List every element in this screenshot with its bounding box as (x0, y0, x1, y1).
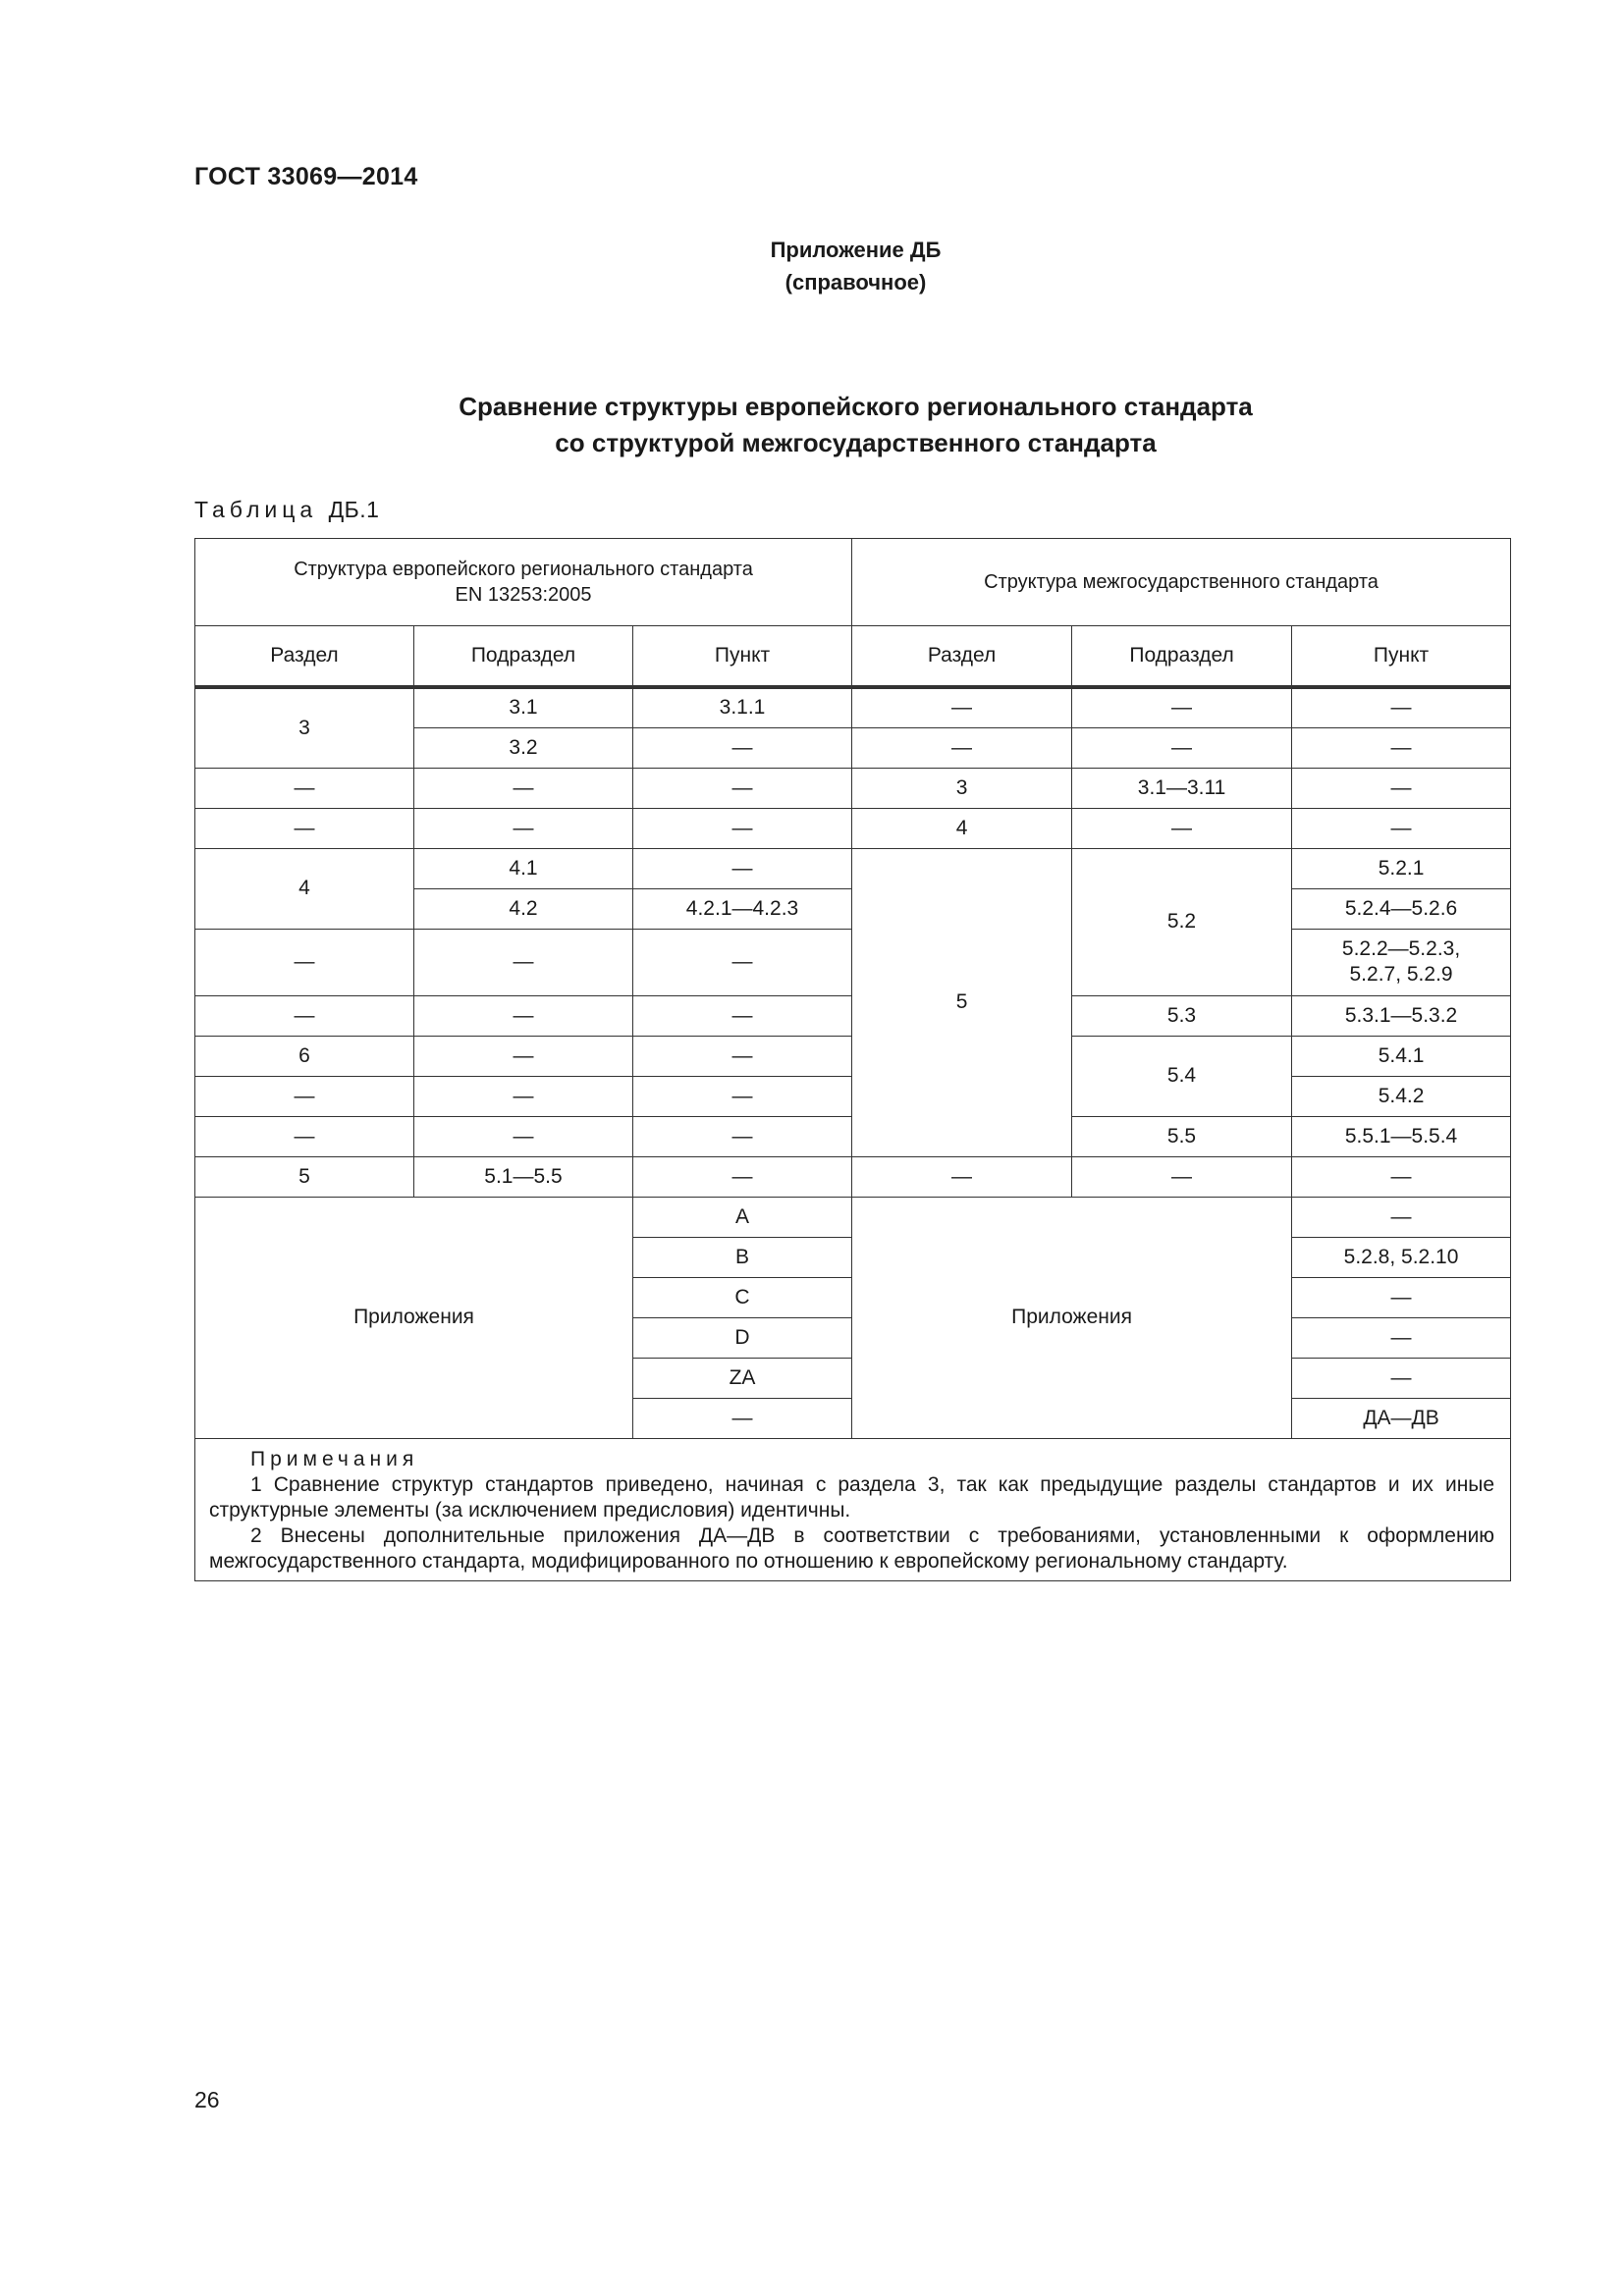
table-cell: — (1292, 1277, 1511, 1317)
table-cell: 5.2.1 (1292, 848, 1511, 888)
table-row (195, 1156, 1511, 1197)
table-cell: — (414, 1116, 633, 1156)
notes-row (195, 1438, 1511, 1580)
table-cell: — (1072, 808, 1292, 848)
appendix-type: (справочное) (784, 270, 927, 294)
table-cell: 5.2 (1072, 848, 1292, 995)
table-cell: ДА—ДВ (1292, 1398, 1511, 1438)
comparison-table (194, 538, 1511, 1581)
table-cell: 5.3 (1072, 995, 1292, 1036)
table-cell: 5.4.1 (1292, 1036, 1511, 1076)
table-cell: 5.5 (1072, 1116, 1292, 1156)
table-cell: — (633, 1076, 852, 1116)
table-cell: — (633, 848, 852, 888)
table-cell: C (633, 1277, 852, 1317)
table-cell: — (414, 1036, 633, 1076)
column-header: Подраздел (1072, 626, 1292, 688)
table-cell: — (1292, 1317, 1511, 1358)
table-cell: — (1292, 727, 1511, 768)
table-cell: — (852, 727, 1072, 768)
table-cell: — (414, 929, 633, 995)
table-cell: 5.5.1—5.5.4 (1292, 1116, 1511, 1156)
table-cell: — (1292, 768, 1511, 808)
notes-title: Примечания (250, 1447, 419, 1470)
table-cell: — (1292, 1358, 1511, 1398)
table-cell: B (633, 1237, 852, 1277)
table-cell: 4 (195, 848, 414, 929)
table-row (195, 687, 1511, 727)
column-header: Пункт (1292, 626, 1511, 688)
table-cell: 4.2.1—4.2.3 (633, 888, 852, 929)
table-cell: — (852, 687, 1072, 727)
table-cell: — (1072, 727, 1292, 768)
table-cell: — (195, 1116, 414, 1156)
section-title-line2: со структурой межгосударственного стандарта (555, 428, 1157, 457)
table-cell: — (1292, 808, 1511, 848)
note-1: 1 Сравнение структур стандартов приведено, начиная с раздела 3, так как предыдущие разделы стандартов и их иные структурные элементы (за исключением предисловия) идентичны. (209, 1472, 1495, 1522)
table-cell: — (1072, 687, 1292, 727)
table-cell: — (195, 1076, 414, 1116)
table-cell: 5.4 (1072, 1036, 1292, 1116)
table-cell: 5.1—5.5 (414, 1156, 633, 1197)
table-cell: 3.2 (414, 727, 633, 768)
table-cell: — (633, 768, 852, 808)
table-cell: — (633, 727, 852, 768)
table-cell: 5 (195, 1156, 414, 1197)
table-cell: — (414, 808, 633, 848)
table-cell: — (195, 808, 414, 848)
table-cell: D (633, 1317, 852, 1358)
table-cell: 5.2.8, 5.2.10 (1292, 1237, 1511, 1277)
table-cell: — (633, 929, 852, 995)
table-caption-label: Таблица (194, 497, 318, 522)
appendix-title: Приложение ДБ (770, 238, 942, 262)
table-cell: 3.1.1 (633, 687, 852, 727)
column-header: Раздел (195, 626, 414, 688)
table-cell: — (633, 808, 852, 848)
column-header: Подраздел (414, 626, 633, 688)
table-cell: — (1292, 687, 1511, 727)
table-cell: 3 (852, 768, 1072, 808)
interstate-structure-header: Структура межгосударственного стандарта (852, 539, 1511, 626)
table-caption (194, 497, 379, 523)
table-cell: — (414, 1076, 633, 1116)
european-appendices-label: Приложения (195, 1197, 633, 1438)
document-code: ГОСТ 33069—2014 (194, 163, 418, 190)
table-group-header-row (195, 539, 1511, 626)
table-notes (195, 1438, 1511, 1580)
table-cell: A (633, 1197, 852, 1237)
table-cell: 5.4.2 (1292, 1076, 1511, 1116)
table-cell: — (1072, 1156, 1292, 1197)
european-structure-header: Структура европейского регионального стандарта EN 13253:2005 (195, 539, 852, 626)
table-cell: — (1292, 1197, 1511, 1237)
table-row (195, 768, 1511, 808)
table-cell: 5 (852, 848, 1072, 1156)
appendix-row (195, 1197, 1511, 1237)
table-cell: — (633, 1398, 852, 1438)
table-cell: — (852, 1156, 1072, 1197)
table-cell: 3.1 (414, 687, 633, 727)
table-cell: ZA (633, 1358, 852, 1398)
table-cell: 4 (852, 808, 1072, 848)
section-title-line1: Сравнение структуры европейского регионального стандарта (459, 392, 1253, 421)
table-cell: — (633, 1156, 852, 1197)
table-cell: — (195, 995, 414, 1036)
table-cell: — (1292, 1156, 1511, 1197)
table-cell: 4.1 (414, 848, 633, 888)
table-cell: 6 (195, 1036, 414, 1076)
table-row (195, 808, 1511, 848)
table-cell: 5.2.2—5.2.3, 5.2.7, 5.2.9 (1292, 929, 1511, 995)
table-caption-number: ДБ.1 (328, 497, 380, 522)
table-cell: 3 (195, 687, 414, 768)
interstate-appendices-label: Приложения (852, 1197, 1292, 1438)
table-cell: — (195, 768, 414, 808)
table-cell: — (633, 1036, 852, 1076)
note-2: 2 Внесены дополнительные приложения ДА—ДВ в соответствии с требованиями, установленными к оформлению межгосударственного стандарта, модифицированного по отношению к европейскому региональному стандарту. (209, 1523, 1495, 1573)
section-title (0, 389, 1623, 461)
table-column-header-row (195, 626, 1511, 688)
table-cell: — (195, 929, 414, 995)
column-header: Раздел (852, 626, 1072, 688)
table-cell: — (633, 1116, 852, 1156)
page-number: 26 (194, 2087, 220, 2112)
table-cell: — (633, 995, 852, 1036)
table-cell: — (414, 768, 633, 808)
appendix-heading (0, 234, 1623, 298)
column-header: Пункт (633, 626, 852, 688)
table-cell: 4.2 (414, 888, 633, 929)
table-cell: 3.1—3.11 (1072, 768, 1292, 808)
table-cell: 5.2.4—5.2.6 (1292, 888, 1511, 929)
table-row (195, 848, 1511, 888)
table-cell: 5.3.1—5.3.2 (1292, 995, 1511, 1036)
table-cell: — (414, 995, 633, 1036)
